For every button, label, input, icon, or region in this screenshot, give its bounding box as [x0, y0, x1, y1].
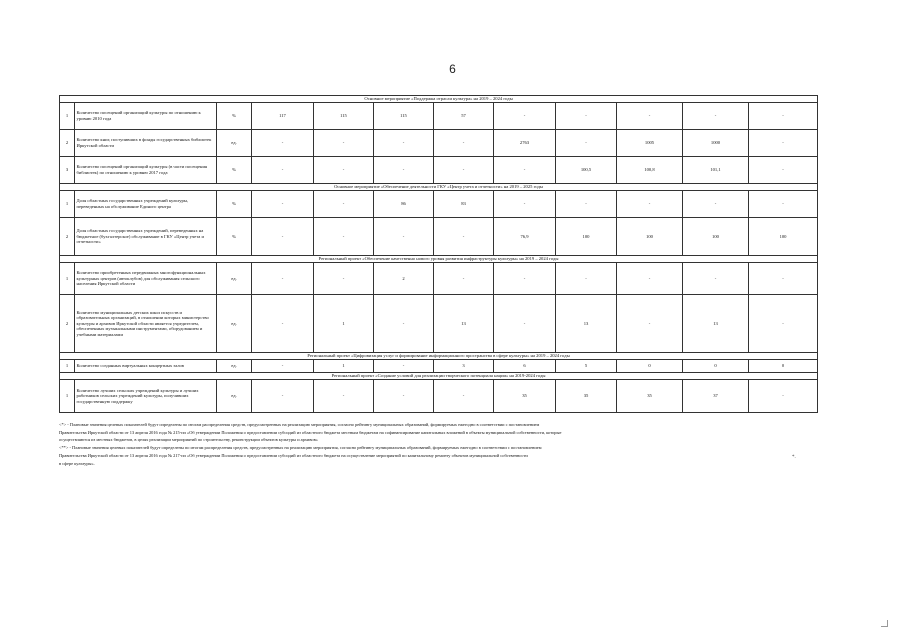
value-cell: 2763: [494, 130, 556, 157]
value-cell: -: [314, 130, 374, 157]
value-cell: -: [252, 191, 314, 218]
value-cell: -: [683, 263, 749, 295]
table-row: [60, 218, 818, 256]
value-cell: -: [252, 263, 314, 295]
scan-corner-mark: [881, 620, 888, 627]
value-cell: 5: [556, 360, 617, 373]
value-cell: 35: [494, 380, 556, 413]
value-cell: -: [434, 380, 494, 413]
row-number: 1: [60, 103, 75, 130]
value-cell: -: [749, 295, 818, 353]
value-cell: -: [749, 103, 818, 130]
table-row: [60, 380, 818, 413]
value-cell: -: [314, 157, 374, 184]
indicator-label: Доля областных государственных учреждений культуры, переведенных на обслуживание Единого центра: [75, 191, 217, 218]
value-cell: -: [749, 380, 818, 413]
value-cell: 86: [374, 191, 434, 218]
value-cell: 13: [434, 295, 494, 353]
value-cell: -: [494, 157, 556, 184]
value-cell: 100: [683, 218, 749, 256]
value-cell: 100,8: [617, 157, 683, 184]
value-cell: -: [314, 218, 374, 256]
section-title: Основное мероприятие «Поддержка отрасли культура» на 2019 – 2024 годы: [60, 96, 818, 103]
table-row: [60, 103, 818, 130]
footnote-2: [59, 444, 817, 467]
unit-cell: ед.: [217, 380, 252, 413]
unit-cell: ед.: [217, 295, 252, 353]
value-cell: 2: [374, 263, 434, 295]
value-cell: 35: [617, 380, 683, 413]
unit-cell: %: [217, 191, 252, 218]
value-cell: 0: [617, 360, 683, 373]
value-cell: 13: [683, 295, 749, 353]
value-cell: 1005: [617, 130, 683, 157]
value-cell: 6: [494, 360, 556, 373]
value-cell: -: [556, 191, 617, 218]
value-cell: -: [314, 263, 374, 295]
section-header-row: [60, 353, 818, 360]
footnotes: [59, 421, 817, 467]
value-cell: -: [749, 191, 818, 218]
stray-mark: *.: [792, 455, 796, 460]
value-cell: -: [252, 157, 314, 184]
value-cell: -: [617, 191, 683, 218]
value-cell: -: [374, 157, 434, 184]
value-cell: -: [252, 130, 314, 157]
value-cell: 1: [314, 360, 374, 373]
value-cell: -: [374, 130, 434, 157]
value-cell: -: [252, 380, 314, 413]
value-cell: -: [252, 295, 314, 353]
value-cell: -: [374, 295, 434, 353]
footnote-line: осуществляются из местных бюджетов, в целях реализации мероприятий по строительству, реконструкции объектов культуры и архивов»: [59, 437, 318, 443]
value-cell: -: [434, 218, 494, 256]
value-cell: -: [749, 157, 818, 184]
value-cell: 35: [556, 380, 617, 413]
indicators-table: [59, 95, 818, 413]
value-cell: 57: [434, 103, 494, 130]
value-cell: -: [374, 380, 434, 413]
section-title: Региональный проект «Создание условий для реализации творческого потенциала нации» на 2019-2024 годы: [60, 373, 818, 380]
row-number: 2: [60, 218, 75, 256]
section-title: Региональный проект «Цифровизация услуг и формирование информационного пространства в сфере культуры» на 2019 – 2024 годы: [60, 353, 818, 360]
row-number: 1: [60, 360, 75, 373]
value-cell: -: [252, 218, 314, 256]
indicator-label: Количество посещений организаций культуры (в части посещения библиотек) по отношению к уровню 2017 года: [75, 157, 217, 184]
footnote-1: [59, 421, 817, 444]
table-row: [60, 130, 818, 157]
unit-cell: ед.: [217, 263, 252, 295]
value-cell: 100: [749, 218, 818, 256]
section-title: Основное мероприятие «Обеспечение деятельности ГКУ «Центр учета и отчетности» на 2019 – 2025 годы: [60, 184, 818, 191]
footnote-line: в сфере культуры».: [59, 460, 95, 466]
footnote-line: Правительства Иркутской области от 13 апреля 2016 года № 215-пп «Об утверждении Положения о предоставлении субсидий из областного бюджета местным бюджетам на софинансирование капитальных вложений в объекты муниципальной собственности, которые: [59, 429, 562, 435]
value-cell: 115: [314, 103, 374, 130]
unit-cell: ед.: [217, 360, 252, 373]
value-cell: -: [617, 295, 683, 353]
table-row: [60, 191, 818, 218]
value-cell: 101,1: [683, 157, 749, 184]
value-cell: 115: [374, 103, 434, 130]
value-cell: -: [252, 360, 314, 373]
section-header-row: [60, 184, 818, 191]
value-cell: -: [749, 130, 818, 157]
value-cell: 0: [749, 360, 818, 373]
value-cell: -: [494, 295, 556, 353]
section-header-row: [60, 96, 818, 103]
indicator-label: Количество посещений организаций культуры по отношению к уровню 2010 года: [75, 103, 217, 130]
unit-cell: ед.: [217, 130, 252, 157]
table-row: [60, 360, 818, 373]
value-cell: -: [556, 130, 617, 157]
value-cell: -: [374, 360, 434, 373]
row-number: 1: [60, 191, 75, 218]
footnote-line: <*> - Плановые значения целевых показателей будут определены по итогам распределения средств, предусмотренных на реализацию мероприятия, согласно рейтингу муниципальных образований, формируемых ежегодно в соответствии с постановлением: [59, 422, 540, 427]
value-cell: 100: [617, 218, 683, 256]
section-header-row: [60, 256, 818, 263]
footnote-line: <**> - Плановые значения целевых показателей будут определены по итогам распределения средств, предусмотренных на реализацию мероприятия, согласно рейтингу муниципальных образований, формируемых ежегодно в соответствии с постановлением: [59, 445, 542, 451]
table-row: [60, 295, 818, 353]
value-cell: 117: [252, 103, 314, 130]
indicator-label: Количество лучших сельских учреждений культуры и лучших работников сельских учреждений культуры, получивших государственную поддержку: [75, 380, 217, 413]
row-number: 1: [60, 263, 75, 295]
row-number: 1: [60, 380, 75, 413]
row-number: 2: [60, 295, 75, 353]
value-cell: 1: [314, 295, 374, 353]
value-cell: -: [556, 103, 617, 130]
unit-cell: %: [217, 103, 252, 130]
unit-cell: %: [217, 218, 252, 256]
value-cell: -: [683, 103, 749, 130]
value-cell: 1000: [683, 130, 749, 157]
value-cell: 100,5: [556, 157, 617, 184]
value-cell: -: [314, 191, 374, 218]
footnote-line: Правительства Иркутской области от 13 апреля 2016 года № 217-пп «Об утверждении Положения о предоставлении субсидий из областного бюджета на осуществление мероприятий по капитальному ремонту объектов муниципальной собственности: [59, 452, 528, 458]
indicator-label: Количество книг, поступивших в фонды государственных библиотек Иркутской области: [75, 130, 217, 157]
indicator-label: Количество муниципальных детских школ искусств и образовательных организаций, в отношении которых министерство культуры и архивов Иркутской области является учредителем, обеспеченных музыкальными инструментами, оборудованием и учебными материалами: [75, 295, 217, 353]
table-row: [60, 263, 818, 295]
value-cell: -: [617, 263, 683, 295]
table-row: [60, 157, 818, 184]
value-cell: -: [749, 263, 818, 295]
value-cell: -: [374, 218, 434, 256]
row-number: 3: [60, 157, 75, 184]
value-cell: 100: [556, 218, 617, 256]
value-cell: -: [556, 263, 617, 295]
value-cell: -: [494, 263, 556, 295]
value-cell: -: [494, 103, 556, 130]
value-cell: 76,9: [494, 218, 556, 256]
value-cell: 13: [556, 295, 617, 353]
value-cell: 83: [434, 191, 494, 218]
value-cell: -: [494, 191, 556, 218]
unit-cell: %: [217, 157, 252, 184]
value-cell: -: [683, 191, 749, 218]
value-cell: -: [314, 380, 374, 413]
row-number: 2: [60, 130, 75, 157]
value-cell: -: [434, 157, 494, 184]
value-cell: 37: [683, 380, 749, 413]
section-header-row: [60, 373, 818, 380]
page-number: 6: [449, 62, 456, 76]
value-cell: -: [617, 103, 683, 130]
value-cell: -: [434, 130, 494, 157]
indicator-label: Доля областных государственных учреждений, переведенных на бюджетное (бухгалтерское) обслуживание в ГКУ «Центр учета и отчетности»: [75, 218, 217, 256]
indicator-label: Количество приобретенных передвижных многофункциональных культурных центров (автоклубов) для обслуживания сельского населения Иркутской области: [75, 263, 217, 295]
value-cell: 0: [683, 360, 749, 373]
indicator-label: Количество созданных виртуальных концертных залов: [75, 360, 217, 373]
value-cell: 3: [434, 360, 494, 373]
section-title: Региональный проект «Обеспечение качественно нового уровня развития инфраструктуры культуры» на 2019 – 2024 годы: [60, 256, 818, 263]
value-cell: -: [434, 263, 494, 295]
